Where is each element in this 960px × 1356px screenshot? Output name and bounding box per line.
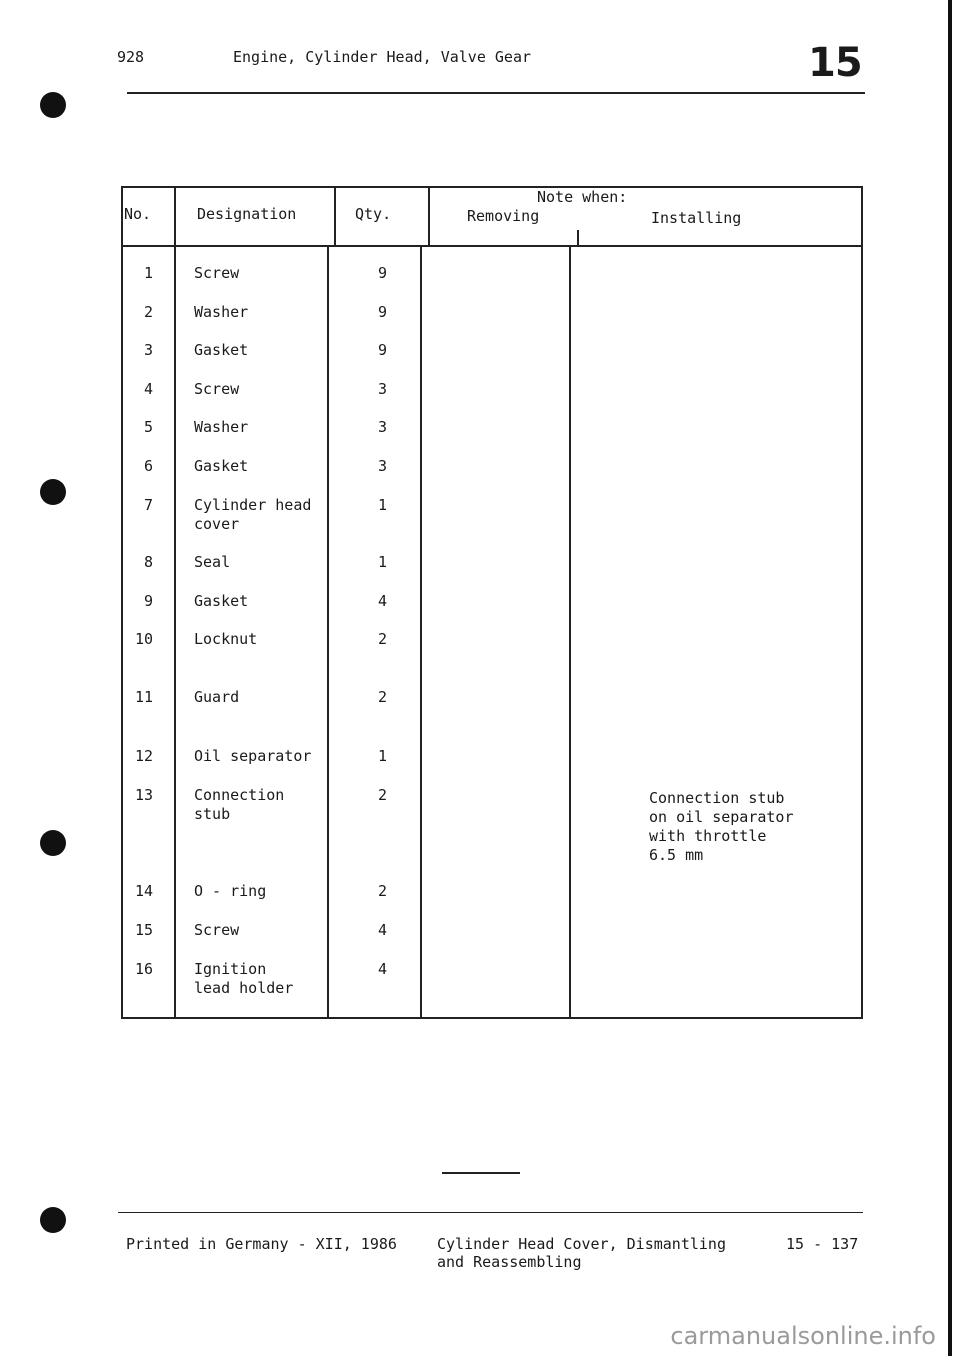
binder-hole [40,1207,66,1233]
page-number: 15 - 137 [786,1235,859,1253]
col-header-installing: Installing [651,209,742,227]
row-designation: O - ring [194,882,267,900]
watermark: carmanualsonline.info [670,1322,936,1350]
row-no: 12 [134,747,153,765]
row-designation: Locknut [194,630,258,648]
col-header-qty: Qty. [355,205,392,223]
row-designation: Gasket [194,457,249,475]
row-qty: 9 [378,264,388,282]
row-designation: Seal [194,553,231,571]
row-designation: Ignition lead holder [194,960,294,997]
binder-hole [40,830,66,856]
row-designation: Screw [194,921,240,939]
row-designation: Oil separator [194,747,312,765]
row-qty: 9 [378,303,388,321]
col-divider [334,186,336,246]
section-number: 15 [808,40,862,86]
row-qty: 3 [378,418,388,436]
col-header-no: No. [124,205,152,223]
binder-hole [40,92,66,118]
header-rule [127,92,865,94]
row-designation: Screw [194,380,240,398]
row-no: 15 [134,921,153,939]
row-qty: 1 [378,496,388,514]
col-divider [420,246,422,1019]
row-qty: 4 [378,921,388,939]
row-designation: Washer [194,303,249,321]
row-designation: Gasket [194,341,249,359]
row-no: 5 [143,418,153,436]
col-header-note: Note when: [537,188,628,206]
row-no: 1 [143,264,153,282]
row-qty: 2 [378,630,388,648]
row-no: 2 [143,303,153,321]
model-number: 928 [117,48,145,66]
row-designation: Guard [194,688,240,706]
col-divider [428,186,430,246]
row-qty: 3 [378,380,388,398]
row-qty: 9 [378,341,388,359]
col-header-removing: Removing [467,207,540,225]
footer-rule [118,1212,863,1213]
row-qty: 2 [378,786,388,804]
header-divider [121,245,863,247]
row-no: 16 [134,960,153,978]
row-no: 3 [143,341,153,359]
row-no: 9 [143,592,153,610]
footer-title: Cylinder Head Cover, Dismantling and Reassembling [437,1235,726,1271]
installing-note: Connection stub on oil separator with throttle 6.5 mm [649,789,794,864]
row-qty: 1 [378,553,388,571]
footer-mark [442,1172,520,1174]
row-qty: 4 [378,960,388,978]
row-designation: Screw [194,264,240,282]
col-header-designation: Designation [197,205,297,223]
row-no: 4 [143,380,153,398]
row-qty: 1 [378,747,388,765]
row-designation: Gasket [194,592,249,610]
col-divider [577,230,579,246]
binder-hole [40,479,66,505]
footer-printed: Printed in Germany - XII, 1986 [126,1235,397,1253]
row-designation: Washer [194,418,249,436]
row-qty: 4 [378,592,388,610]
col-divider [174,186,176,1019]
row-no: 14 [134,882,153,900]
page-edge [948,0,952,1356]
row-no: 13 [134,786,153,804]
row-no: 11 [134,688,153,706]
row-qty: 2 [378,688,388,706]
row-designation: Cylinder head cover [194,496,312,533]
row-qty: 2 [378,882,388,900]
row-no: 6 [143,457,153,475]
row-no: 8 [143,553,153,571]
row-no: 7 [143,496,153,514]
row-qty: 3 [378,457,388,475]
col-divider [569,246,571,1019]
row-no: 10 [134,630,153,648]
page-title: Engine, Cylinder Head, Valve Gear [233,48,532,66]
col-divider [327,246,329,1019]
row-designation: Connection stub [194,786,285,823]
